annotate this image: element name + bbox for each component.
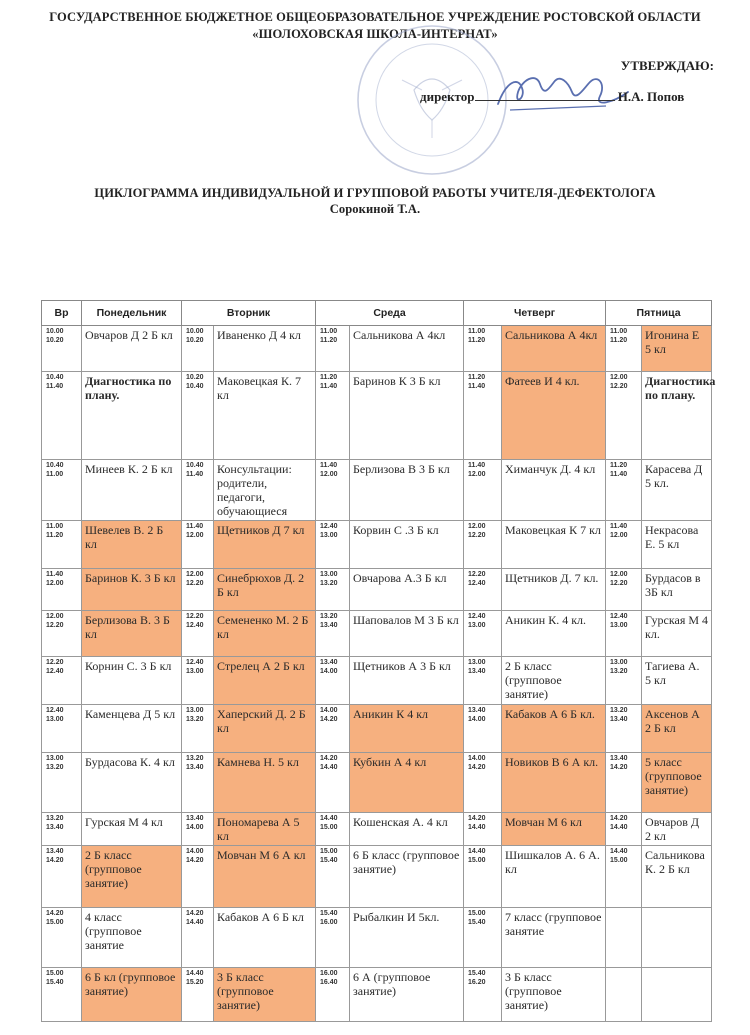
time-cell bbox=[606, 521, 642, 569]
student-entry: Бурдасов в 3Б кл bbox=[645, 571, 701, 599]
time-slot: 11.40 12.00 bbox=[468, 462, 486, 478]
student-entry: Щетников Д. 7 кл. bbox=[505, 571, 599, 585]
student-entry: Фатеев И 4 кл. bbox=[505, 374, 580, 388]
student-cell bbox=[350, 968, 464, 1022]
student-cell bbox=[502, 611, 606, 657]
student-cell bbox=[502, 908, 606, 968]
student-entry: Диагностика по плану. bbox=[85, 374, 172, 402]
student-entry: Гурская М 4 кл. bbox=[645, 613, 709, 641]
student-cell bbox=[214, 657, 316, 705]
student-entry: Химанчук Д. 4 кл bbox=[505, 462, 596, 476]
time-cell bbox=[606, 813, 642, 846]
time-cell bbox=[182, 813, 214, 846]
time-slot: 15.00 15.40 bbox=[468, 910, 486, 926]
student-entry: Синебрюхов Д. 2 Б кл bbox=[217, 571, 305, 599]
time-slot: 16.00 16.40 bbox=[320, 970, 338, 986]
time-slot: 10.40 11.00 bbox=[46, 462, 64, 478]
time-slot: 12.00 12.20 bbox=[610, 571, 628, 587]
student-cell bbox=[502, 968, 606, 1022]
student-entry: Семененко М. 2 Б кл bbox=[217, 613, 309, 641]
time-slot: 14.00 14.20 bbox=[320, 707, 338, 723]
student-cell bbox=[214, 908, 316, 968]
time-slot: 14.40 15.00 bbox=[468, 848, 486, 864]
time-cell bbox=[464, 753, 502, 813]
student-entry: Аникин К. 4 кл. bbox=[505, 613, 587, 627]
time-slot: 13.40 14.00 bbox=[468, 707, 486, 723]
student-entry: Сальникова А 4кл bbox=[505, 328, 598, 342]
student-cell bbox=[350, 460, 464, 521]
student-entry: Корвин С .3 Б кл bbox=[353, 523, 439, 537]
approval-label: УТВЕРЖДАЮ: bbox=[620, 58, 714, 73]
student-cell bbox=[214, 753, 316, 813]
time-slot: 15.40 16.20 bbox=[468, 970, 486, 986]
time-slot: 12.40 13.00 bbox=[320, 523, 338, 539]
student-cell bbox=[642, 813, 712, 846]
table-row bbox=[42, 753, 712, 813]
time-slot: 10.40 11.40 bbox=[186, 462, 204, 478]
student-cell bbox=[642, 657, 712, 705]
student-cell bbox=[82, 326, 182, 372]
time-cell bbox=[606, 705, 642, 753]
time-cell bbox=[316, 968, 350, 1022]
time-slot: 13.00 13.20 bbox=[186, 707, 204, 723]
student-entry: Шаповалов М 3 Б кл bbox=[353, 613, 459, 627]
student-entry: Берлизова В 3 Б кл bbox=[353, 462, 450, 476]
time-cell bbox=[316, 753, 350, 813]
time-cell bbox=[182, 521, 214, 569]
time-slot: 11.40 12.00 bbox=[186, 523, 204, 539]
time-cell bbox=[182, 846, 214, 908]
time-slot bbox=[606, 968, 641, 969]
student-cell bbox=[350, 908, 464, 968]
time-slot: 13.20 13.40 bbox=[186, 755, 204, 771]
time-slot: 13.00 13.20 bbox=[46, 755, 64, 771]
time-cell bbox=[316, 611, 350, 657]
student-entry: Кабаков А 6 Б кл. bbox=[505, 707, 595, 721]
time-cell bbox=[42, 569, 82, 611]
time-slot: 12.20 12.40 bbox=[46, 659, 64, 675]
table-row bbox=[42, 326, 712, 372]
student-entry: Хаперский Д. 2 Б кл bbox=[217, 707, 306, 735]
student-cell bbox=[350, 705, 464, 753]
student-entry: Шишкалов А. 6 А. кл bbox=[505, 848, 600, 876]
table-row bbox=[42, 569, 712, 611]
student-cell bbox=[214, 813, 316, 846]
student-entry: Щетников Д 7 кл bbox=[217, 523, 305, 537]
student-cell bbox=[502, 705, 606, 753]
student-entry: Диагностика по плану. bbox=[645, 374, 716, 402]
time-cell bbox=[316, 521, 350, 569]
time-slot: 14.20 15.00 bbox=[46, 910, 64, 926]
time-slot: 15.00 15.40 bbox=[46, 970, 64, 986]
time-cell bbox=[316, 908, 350, 968]
time-cell bbox=[316, 569, 350, 611]
time-slot: 13.40 14.00 bbox=[186, 815, 204, 831]
student-cell bbox=[350, 846, 464, 908]
time-cell bbox=[464, 908, 502, 968]
student-cell bbox=[214, 326, 316, 372]
student-cell bbox=[82, 846, 182, 908]
time-cell bbox=[316, 326, 350, 372]
student-entry: Кошенская А. 4 кл bbox=[353, 815, 448, 829]
time-cell bbox=[42, 611, 82, 657]
time-slot: 13.40 14.00 bbox=[320, 659, 338, 675]
student-cell bbox=[642, 705, 712, 753]
teacher-name: Сорокиной Т.А. bbox=[329, 202, 421, 216]
time-slot: 13.20 13.40 bbox=[46, 815, 64, 831]
student-entry: 3 Б класс (групповое занятие) bbox=[217, 970, 274, 1012]
student-cell bbox=[82, 968, 182, 1022]
time-cell bbox=[606, 846, 642, 908]
time-cell bbox=[182, 753, 214, 813]
student-cell bbox=[350, 611, 464, 657]
student-cell bbox=[82, 657, 182, 705]
time-slot: 11.20 11.40 bbox=[610, 462, 628, 478]
time-cell bbox=[42, 968, 82, 1022]
time-cell bbox=[464, 968, 502, 1022]
time-cell bbox=[606, 968, 642, 1022]
student-entry: 6 Б класс (групповое занятие) bbox=[353, 848, 460, 876]
student-cell bbox=[502, 521, 606, 569]
time-slot: 14.40 15.00 bbox=[320, 815, 338, 831]
student-entry: Игонина Е 5 кл bbox=[645, 328, 700, 356]
time-slot: 14.40 15.20 bbox=[186, 970, 204, 986]
student-cell bbox=[82, 372, 182, 460]
student-entry: Сальникова А 4кл bbox=[353, 328, 446, 342]
student-cell bbox=[350, 372, 464, 460]
time-cell bbox=[316, 460, 350, 521]
student-cell bbox=[502, 460, 606, 521]
document-title: ЦИКЛОГРАММА ИНДИВИДУАЛЬНОЙ И ГРУППОВОЙ РАБОТЫ УЧИТЕЛЯ-ДЕФЕКТОЛОГА bbox=[94, 186, 656, 200]
student-entry: Аникин К 4 кл bbox=[353, 707, 429, 721]
student-entry: Консультации: родители, педагоги, обучающиеся bbox=[217, 462, 292, 518]
table-row bbox=[42, 846, 712, 908]
time-slot: 14.20 14.40 bbox=[186, 910, 204, 926]
time-slot: 12.20 12.40 bbox=[468, 571, 486, 587]
time-cell bbox=[464, 657, 502, 705]
table-row bbox=[42, 521, 712, 569]
time-slot: 10.20 10.40 bbox=[186, 374, 204, 390]
header-cell-wednesday: Среда bbox=[316, 301, 464, 326]
student-cell bbox=[82, 705, 182, 753]
student-cell bbox=[350, 657, 464, 705]
time-slot bbox=[606, 908, 641, 909]
student-cell bbox=[82, 569, 182, 611]
student-entry: Иваненко Д 4 кл bbox=[217, 328, 301, 342]
time-slot: 13.40 14.20 bbox=[610, 755, 628, 771]
student-cell bbox=[214, 611, 316, 657]
student-entry: Кубкин А 4 кл bbox=[353, 755, 427, 769]
student-entry: Овчаров Д 2 кл bbox=[645, 815, 700, 843]
student-cell bbox=[82, 611, 182, 657]
student-cell bbox=[350, 521, 464, 569]
student-entry: Баринов К. 3 Б кл bbox=[85, 571, 176, 585]
time-slot: 12.00 12.20 bbox=[468, 523, 486, 539]
student-entry: Пономарева А 5 кл bbox=[217, 815, 300, 843]
table-row bbox=[42, 705, 712, 753]
time-slot: 12.40 13.00 bbox=[46, 707, 64, 723]
student-entry: Мовчан М 6 кл bbox=[505, 815, 582, 829]
time-cell bbox=[464, 569, 502, 611]
time-cell bbox=[464, 521, 502, 569]
time-slot: 13.20 13.40 bbox=[610, 707, 628, 723]
student-cell bbox=[642, 846, 712, 908]
student-entry: Минеев К. 2 Б кл bbox=[85, 462, 173, 476]
student-cell bbox=[82, 813, 182, 846]
time-slot: 13.00 13.20 bbox=[610, 659, 628, 675]
student-cell bbox=[642, 908, 712, 968]
student-cell bbox=[502, 753, 606, 813]
time-slot: 14.20 14.40 bbox=[320, 755, 338, 771]
student-entry: Гурская М 4 кл bbox=[85, 815, 163, 829]
signature-line bbox=[475, 88, 615, 101]
time-slot: 11.00 11.20 bbox=[320, 328, 338, 344]
table-row bbox=[42, 657, 712, 705]
student-cell bbox=[502, 657, 606, 705]
time-cell bbox=[182, 611, 214, 657]
student-cell bbox=[502, 569, 606, 611]
student-entry: Шевелев В. 2 Б кл bbox=[85, 523, 164, 551]
time-cell bbox=[182, 569, 214, 611]
time-cell bbox=[464, 611, 502, 657]
time-cell bbox=[316, 813, 350, 846]
student-cell bbox=[502, 846, 606, 908]
time-cell bbox=[42, 326, 82, 372]
time-slot: 12.00 12.20 bbox=[610, 374, 628, 390]
table-row bbox=[42, 908, 712, 968]
student-entry: 2 Б класс (групповое занятие) bbox=[85, 848, 142, 890]
student-cell bbox=[642, 753, 712, 813]
time-slot: 11.40 12.00 bbox=[320, 462, 338, 478]
student-entry: Овчаров Д 2 Б кл bbox=[85, 328, 173, 342]
time-cell bbox=[606, 326, 642, 372]
student-cell bbox=[214, 968, 316, 1022]
student-entry: Новиков В 6 А кл. bbox=[505, 755, 599, 769]
schedule-table bbox=[41, 300, 716, 1022]
student-entry: Берлизова В. 3 Б кл bbox=[85, 613, 170, 641]
time-slot: 11.00 11.20 bbox=[468, 328, 486, 344]
header-cell-tuesday: Вторник bbox=[182, 301, 316, 326]
time-slot: 13.00 13.20 bbox=[320, 571, 338, 587]
time-slot: 14.00 14.20 bbox=[186, 848, 204, 864]
student-cell bbox=[642, 372, 716, 460]
table-header-row bbox=[42, 301, 712, 326]
time-slot: 10.00 10.20 bbox=[46, 328, 64, 344]
student-entry: Каменцева Д 5 кл bbox=[85, 707, 176, 721]
time-cell bbox=[42, 460, 82, 521]
student-cell bbox=[642, 460, 712, 521]
student-entry: Аксенов А 2 Б кл bbox=[645, 707, 700, 735]
student-entry: 5 класс (групповое занятие) bbox=[645, 755, 702, 797]
time-slot: 15.00 15.40 bbox=[320, 848, 338, 864]
org-name-line2: «ШОЛОХОВСКАЯ ШКОЛА-ИНТЕРНАТ» bbox=[252, 27, 498, 41]
student-entry: 6 Б кл (групповое занятие) bbox=[85, 970, 176, 998]
student-entry: Маковецкая К 7 кл bbox=[505, 523, 601, 537]
time-cell bbox=[42, 908, 82, 968]
student-cell bbox=[642, 521, 712, 569]
student-cell bbox=[82, 753, 182, 813]
time-slot: 11.00 11.20 bbox=[610, 328, 628, 344]
time-slot: 11.40 12.00 bbox=[46, 571, 64, 587]
time-slot: 12.20 12.40 bbox=[186, 613, 204, 629]
student-entry bbox=[642, 908, 711, 912]
time-cell bbox=[182, 372, 214, 460]
student-cell bbox=[82, 460, 182, 521]
time-cell bbox=[42, 753, 82, 813]
time-cell bbox=[182, 705, 214, 753]
student-cell bbox=[214, 460, 316, 521]
header-cell-monday: Понедельник bbox=[82, 301, 182, 326]
student-cell bbox=[82, 521, 182, 569]
student-entry: 7 класс (групповое занятие bbox=[505, 910, 602, 938]
student-cell bbox=[214, 372, 316, 460]
student-entry: Корнин С. 3 Б кл bbox=[85, 659, 172, 673]
student-entry: Кабаков А 6 Б кл bbox=[217, 910, 304, 924]
student-entry: Бурдасова К. 4 кл bbox=[85, 755, 175, 769]
time-cell bbox=[606, 657, 642, 705]
time-slot: 15.40 16.00 bbox=[320, 910, 338, 926]
time-cell bbox=[606, 460, 642, 521]
time-cell bbox=[42, 372, 82, 460]
time-cell bbox=[316, 705, 350, 753]
table-row bbox=[42, 460, 712, 521]
student-entry: Некрасова Е. 5 кл bbox=[645, 523, 699, 551]
time-cell bbox=[182, 326, 214, 372]
student-entry: Мовчан М 6 А кл bbox=[217, 848, 306, 862]
student-cell bbox=[350, 326, 464, 372]
time-slot: 10.40 11.40 bbox=[46, 374, 64, 390]
student-cell bbox=[214, 846, 316, 908]
time-slot: 11.00 11.20 bbox=[46, 523, 64, 539]
student-cell bbox=[502, 326, 606, 372]
time-cell bbox=[316, 657, 350, 705]
student-cell bbox=[642, 611, 712, 657]
time-slot: 14.20 14.40 bbox=[610, 815, 628, 831]
time-cell bbox=[182, 657, 214, 705]
student-cell bbox=[214, 521, 316, 569]
time-cell bbox=[464, 813, 502, 846]
director-line bbox=[420, 88, 720, 105]
time-cell bbox=[182, 908, 214, 968]
student-cell bbox=[502, 813, 606, 846]
time-slot: 14.00 14.20 bbox=[468, 755, 486, 771]
time-slot: 12.00 12.20 bbox=[46, 613, 64, 629]
student-entry bbox=[642, 968, 711, 972]
director-name: Н.А. Попов bbox=[617, 89, 685, 104]
time-slot: 11.20 11.40 bbox=[320, 374, 338, 390]
time-cell bbox=[316, 372, 350, 460]
time-cell bbox=[42, 521, 82, 569]
director-label: директор bbox=[420, 89, 475, 104]
table-row bbox=[42, 611, 712, 657]
time-slot: 11.20 11.40 bbox=[468, 374, 486, 390]
table-row bbox=[42, 813, 712, 846]
time-slot: 11.40 12.00 bbox=[610, 523, 628, 539]
student-cell bbox=[350, 813, 464, 846]
table-row bbox=[42, 372, 712, 460]
student-entry: Щетников А 3 Б кл bbox=[353, 659, 451, 673]
time-cell bbox=[606, 569, 642, 611]
student-entry: Тагиева А. 5 кл bbox=[645, 659, 700, 687]
student-cell bbox=[642, 326, 712, 372]
time-slot: 12.00 12.20 bbox=[186, 571, 204, 587]
time-slot: 13.40 14.20 bbox=[46, 848, 64, 864]
student-entry: Овчарова А.3 Б кл bbox=[353, 571, 447, 585]
time-slot: 13.00 13.40 bbox=[468, 659, 486, 675]
student-cell bbox=[502, 372, 606, 460]
student-cell bbox=[642, 968, 712, 1022]
time-slot: 14.40 15.00 bbox=[610, 848, 628, 864]
student-entry: Рыбалкин И 5кл. bbox=[353, 910, 440, 924]
time-slot: 12.40 13.00 bbox=[468, 613, 486, 629]
student-entry: Сальникова К. 2 Б кл bbox=[645, 848, 705, 876]
time-slot: 12.40 13.00 bbox=[186, 659, 204, 675]
student-entry: Карасева Д 5 кл. bbox=[645, 462, 703, 490]
org-name-line1: ГОСУДАРСТВЕННОЕ БЮДЖЕТНОЕ ОБЩЕОБРАЗОВАТЕЛЬНОЕ УЧРЕЖДЕНИЕ РОСТОВСКОЙ ОБЛАСТИ bbox=[49, 10, 701, 24]
time-slot: 13.20 13.40 bbox=[320, 613, 338, 629]
header-cell-time: Вр bbox=[42, 301, 82, 326]
time-cell bbox=[464, 326, 502, 372]
time-cell bbox=[182, 460, 214, 521]
student-entry: Стрелец А 2 Б кл bbox=[217, 659, 305, 673]
student-entry: 2 Б класс (групповое занятие) bbox=[505, 659, 562, 701]
time-cell bbox=[606, 611, 642, 657]
time-cell bbox=[464, 460, 502, 521]
time-slot: 12.40 13.00 bbox=[610, 613, 628, 629]
student-cell bbox=[82, 908, 182, 968]
table-row bbox=[42, 968, 712, 1022]
time-cell bbox=[464, 846, 502, 908]
time-cell bbox=[316, 846, 350, 908]
student-cell bbox=[350, 569, 464, 611]
time-cell bbox=[606, 372, 642, 460]
student-cell bbox=[214, 705, 316, 753]
time-cell bbox=[42, 846, 82, 908]
time-cell bbox=[42, 657, 82, 705]
time-cell bbox=[464, 705, 502, 753]
header-cell-friday: Пятница bbox=[606, 301, 712, 326]
student-entry: Маковецкая К. 7 кл bbox=[217, 374, 302, 402]
student-cell bbox=[214, 569, 316, 611]
time-slot: 14.20 14.40 bbox=[468, 815, 486, 831]
student-cell bbox=[350, 753, 464, 813]
time-slot: 10.00 10.20 bbox=[186, 328, 204, 344]
time-cell bbox=[42, 813, 82, 846]
time-cell bbox=[464, 372, 502, 460]
time-cell bbox=[606, 753, 642, 813]
student-entry: 6 А (групповое занятие) bbox=[353, 970, 431, 998]
student-cell bbox=[642, 569, 712, 611]
student-entry: 3 Б класс (групповое занятие) bbox=[505, 970, 562, 1012]
student-entry: Камнева Н. 5 кл bbox=[217, 755, 299, 769]
student-entry: 4 класс (групповое занятие bbox=[85, 910, 142, 952]
header-cell-thursday: Четверг bbox=[464, 301, 606, 326]
time-cell bbox=[182, 968, 214, 1022]
time-cell bbox=[42, 705, 82, 753]
time-cell bbox=[606, 908, 642, 968]
student-entry: Баринов К 3 Б кл bbox=[353, 374, 441, 388]
